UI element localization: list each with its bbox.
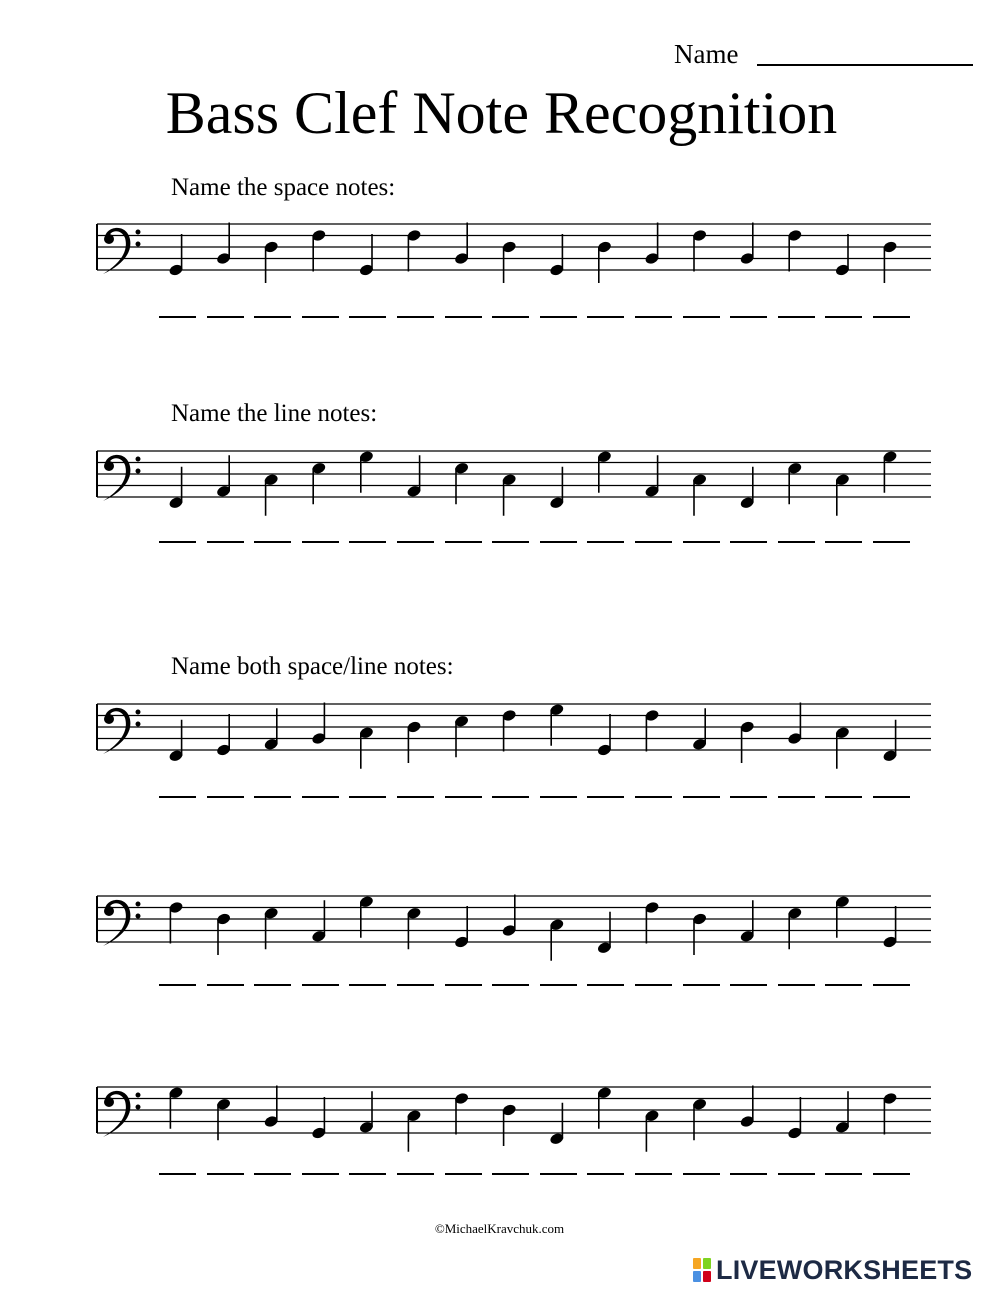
music-staff — [0, 411, 999, 531]
quarter-note — [216, 223, 232, 266]
section-instruction: Name both space/line notes: — [171, 653, 454, 680]
answer-blank[interactable] — [635, 796, 672, 798]
quarter-note — [168, 901, 184, 944]
quarter-note — [358, 450, 374, 493]
quarter-note — [501, 1103, 517, 1146]
music-staff — [0, 184, 999, 304]
quarter-note — [311, 1097, 327, 1140]
quarter-note — [644, 1109, 660, 1152]
answer-blank[interactable] — [492, 796, 529, 798]
quarter-note — [263, 1086, 279, 1129]
answer-blank[interactable] — [445, 796, 482, 798]
answer-blank[interactable] — [254, 1173, 291, 1175]
answer-blank[interactable] — [302, 1173, 339, 1175]
answer-blank[interactable] — [397, 984, 434, 986]
quarter-note — [882, 906, 898, 949]
quarter-note — [358, 234, 374, 277]
quarter-note — [692, 912, 708, 955]
quarter-note — [834, 234, 850, 277]
quarter-note — [501, 709, 517, 752]
answer-blank[interactable] — [349, 796, 386, 798]
quarter-note — [311, 703, 327, 746]
answer-blank[interactable] — [349, 1173, 386, 1175]
quarter-note — [834, 1091, 850, 1134]
answer-blank[interactable] — [159, 984, 196, 986]
quarter-note — [168, 720, 184, 763]
quarter-note — [596, 240, 612, 283]
answer-blank[interactable] — [445, 1173, 482, 1175]
quarter-note — [501, 895, 517, 938]
quarter-note — [454, 714, 470, 757]
answer-blank[interactable] — [873, 984, 910, 986]
answer-blank[interactable] — [635, 316, 672, 318]
answer-blank[interactable] — [254, 316, 291, 318]
quarter-note — [644, 223, 660, 266]
quarter-note — [406, 906, 422, 949]
answer-blank[interactable] — [730, 1173, 767, 1175]
quarter-note — [644, 709, 660, 752]
bass-clef-icon — [103, 708, 141, 754]
quarter-note — [834, 726, 850, 769]
quarter-note — [596, 714, 612, 757]
answer-blank[interactable] — [540, 541, 577, 543]
answer-blank[interactable] — [587, 1173, 624, 1175]
answer-blank[interactable] — [778, 1173, 815, 1175]
liveworksheets-logo — [692, 1255, 972, 1285]
quarter-note — [882, 450, 898, 493]
quarter-note — [834, 895, 850, 938]
quarter-note — [454, 461, 470, 504]
quarter-note — [454, 1092, 470, 1135]
answer-blank[interactable] — [397, 316, 434, 318]
quarter-note — [168, 234, 184, 277]
quarter-note — [739, 1086, 755, 1129]
quarter-note — [596, 1086, 612, 1129]
answer-blank[interactable] — [254, 984, 291, 986]
answer-blank[interactable] — [159, 541, 196, 543]
answer-blank[interactable] — [730, 796, 767, 798]
quarter-note — [882, 1092, 898, 1135]
answer-blank[interactable] — [587, 796, 624, 798]
answer-blank[interactable] — [207, 541, 244, 543]
music-staff — [0, 664, 999, 784]
answer-blank[interactable] — [159, 796, 196, 798]
quarter-note — [692, 1097, 708, 1140]
music-staff — [0, 856, 999, 976]
answer-blank[interactable] — [683, 796, 720, 798]
quarter-note — [596, 912, 612, 955]
answer-blank[interactable] — [873, 1173, 910, 1175]
answer-blank[interactable] — [540, 316, 577, 318]
answer-blank[interactable] — [683, 541, 720, 543]
answer-blank[interactable] — [445, 316, 482, 318]
quarter-note — [787, 229, 803, 272]
answer-blank[interactable] — [492, 1173, 529, 1175]
quarter-note — [406, 455, 422, 498]
answer-blank[interactable] — [445, 541, 482, 543]
quarter-note — [406, 229, 422, 272]
quarter-note — [263, 906, 279, 949]
answer-blank[interactable] — [540, 984, 577, 986]
quarter-note — [501, 240, 517, 283]
name-label: Name — [674, 39, 739, 69]
quarter-note — [787, 906, 803, 949]
answer-blank[interactable] — [302, 316, 339, 318]
answer-blank[interactable] — [159, 316, 196, 318]
answer-blank[interactable] — [492, 541, 529, 543]
quarter-note — [406, 1109, 422, 1152]
liveworksheets-logo-icon — [692, 1257, 712, 1283]
answer-blank[interactable] — [778, 541, 815, 543]
answer-blank[interactable] — [683, 984, 720, 986]
answer-blank[interactable] — [207, 316, 244, 318]
answer-blank[interactable] — [445, 984, 482, 986]
answer-blank[interactable] — [302, 984, 339, 986]
quarter-note — [263, 708, 279, 751]
answer-blank[interactable] — [778, 984, 815, 986]
answer-blank[interactable] — [540, 796, 577, 798]
quarter-note — [644, 455, 660, 498]
answer-blank[interactable] — [587, 984, 624, 986]
quarter-note — [549, 234, 565, 277]
section-instruction: Name the space notes: — [171, 174, 396, 201]
answer-blank[interactable] — [778, 796, 815, 798]
quarter-note — [882, 720, 898, 763]
quarter-note — [216, 455, 232, 498]
quarter-note — [739, 720, 755, 763]
answer-blank[interactable] — [825, 984, 862, 986]
answer-blank[interactable] — [397, 796, 434, 798]
bass-clef-icon — [103, 1091, 141, 1137]
answer-blank[interactable] — [492, 984, 529, 986]
answer-blank[interactable] — [825, 1173, 862, 1175]
quarter-note — [454, 906, 470, 949]
section-instruction: Name the line notes: — [171, 400, 378, 427]
quarter-note — [168, 1086, 184, 1129]
answer-blank[interactable] — [349, 316, 386, 318]
bass-clef-icon — [103, 228, 141, 274]
answer-blank[interactable] — [873, 541, 910, 543]
answer-blank[interactable] — [730, 316, 767, 318]
quarter-note — [216, 912, 232, 955]
quarter-note — [787, 1097, 803, 1140]
answer-blank[interactable] — [207, 984, 244, 986]
answer-blank[interactable] — [349, 541, 386, 543]
answer-blank[interactable] — [349, 984, 386, 986]
quarter-note — [739, 467, 755, 510]
quarter-note — [358, 895, 374, 938]
answer-blank[interactable] — [159, 1173, 196, 1175]
answer-blank[interactable] — [635, 984, 672, 986]
answer-blank[interactable] — [302, 796, 339, 798]
answer-blank[interactable] — [254, 541, 291, 543]
answer-blank[interactable] — [540, 1173, 577, 1175]
quarter-note — [549, 1103, 565, 1146]
answer-blank[interactable] — [207, 1173, 244, 1175]
quarter-note — [358, 726, 374, 769]
answer-blank[interactable] — [587, 316, 624, 318]
quarter-note — [739, 223, 755, 266]
page-title: Bass Clef Note Recognition — [165, 80, 838, 146]
quarter-note — [406, 720, 422, 763]
quarter-note — [216, 714, 232, 757]
quarter-note — [168, 467, 184, 510]
quarter-note — [501, 473, 517, 516]
quarter-note — [454, 223, 470, 266]
quarter-note — [358, 1091, 374, 1134]
quarter-note — [692, 473, 708, 516]
answer-blank[interactable] — [587, 541, 624, 543]
bass-clef-icon — [103, 455, 141, 501]
quarter-note — [644, 901, 660, 944]
answer-blank[interactable] — [683, 1173, 720, 1175]
quarter-note — [692, 708, 708, 751]
quarter-note — [263, 240, 279, 283]
quarter-note — [311, 229, 327, 272]
quarter-note — [834, 473, 850, 516]
quarter-note — [739, 900, 755, 943]
quarter-note — [549, 918, 565, 961]
quarter-note — [596, 450, 612, 493]
quarter-note — [216, 1097, 232, 1140]
quarter-note — [311, 900, 327, 943]
answer-blank[interactable] — [825, 796, 862, 798]
quarter-note — [787, 461, 803, 504]
name-field[interactable] — [757, 64, 973, 66]
quarter-note — [692, 229, 708, 272]
music-staff — [0, 1047, 999, 1167]
quarter-note — [549, 703, 565, 746]
answer-blank[interactable] — [730, 984, 767, 986]
answer-blank[interactable] — [730, 541, 767, 543]
liveworksheets-wordmark: LIVEWORKSHEETS — [716, 1255, 973, 1285]
answer-blank[interactable] — [254, 796, 291, 798]
copyright-text: ©MichaelKravchuk.com — [434, 1221, 565, 1236]
quarter-note — [549, 467, 565, 510]
quarter-note — [263, 473, 279, 516]
answer-blank[interactable] — [825, 541, 862, 543]
answer-blank[interactable] — [635, 541, 672, 543]
answer-blank[interactable] — [492, 316, 529, 318]
answer-blank[interactable] — [302, 541, 339, 543]
answer-blank[interactable] — [683, 316, 720, 318]
quarter-note — [311, 461, 327, 504]
bass-clef-icon — [103, 900, 141, 946]
answer-blank[interactable] — [207, 796, 244, 798]
answer-blank[interactable] — [635, 1173, 672, 1175]
answer-blank[interactable] — [825, 316, 862, 318]
answer-blank[interactable] — [873, 796, 910, 798]
answer-blank[interactable] — [778, 316, 815, 318]
quarter-note — [882, 240, 898, 283]
answer-blank[interactable] — [397, 541, 434, 543]
quarter-note — [787, 703, 803, 746]
answer-blank[interactable] — [873, 316, 910, 318]
answer-blank[interactable] — [397, 1173, 434, 1175]
